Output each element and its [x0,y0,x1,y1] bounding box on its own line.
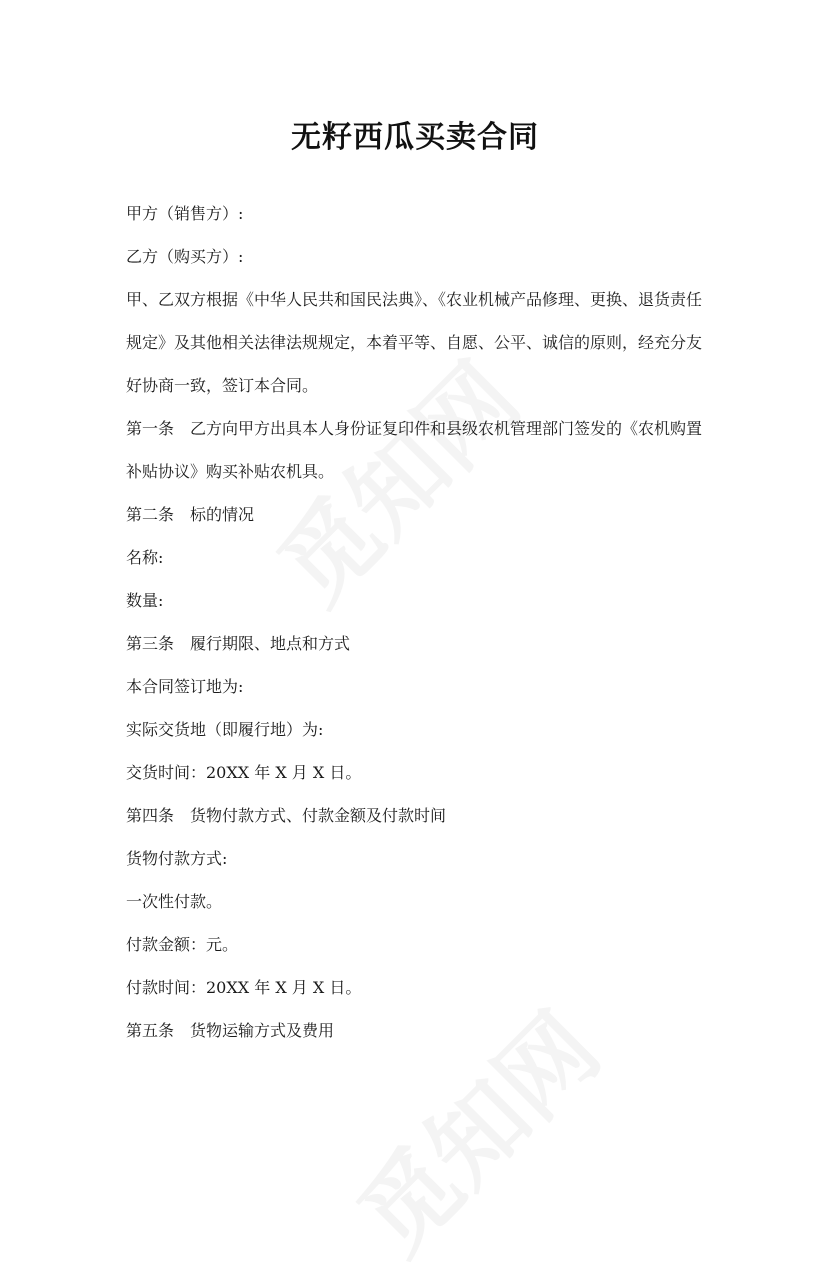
article-5-heading: 第五条 货物运输方式及费用 [126,1021,335,1040]
article-2-heading: 第二条 标的情况 [126,505,255,524]
party-a-line: 甲方（销售方）: [126,204,244,223]
payment-method-value: 一次性付款。 [126,892,223,911]
delivery-place-line: 实际交货地（即履行地）为: [126,720,324,739]
payment-time-line: 付款时间：20XX 年 X 月 X 日。 [126,978,362,997]
preamble-paragraph: 甲、乙双方根据《中华人民共和国民法典》、《农业机械产品修理、更换、退货责任规定》及其他相关法律法规规定，本着平等、自愿、公平、诚信的原则，经充分友好协商一致，签订本合同。 [126,290,703,395]
item-quantity-line: 数量: [126,591,164,610]
document-body [126,192,706,1052]
party-b-line: 乙方（购买方）: [126,247,244,266]
article-3-heading: 第三条 履行期限、地点和方式 [126,634,351,653]
item-name-line: 名称: [126,548,164,567]
article-1: 第一条 乙方向甲方出具本人身份证复印件和县级农机管理部门签发的《农机购置补贴协议》购买补贴农机具。 [126,419,703,481]
payment-method-line: 货物付款方式: [126,849,228,868]
payment-amount-line: 付款金额：元。 [126,935,239,954]
delivery-time-line: 交货时间：20XX 年 X 月 X 日。 [126,763,362,782]
article-4-heading: 第四条 货物付款方式、付款金额及付款时间 [126,806,447,825]
document-title: 无籽西瓜买卖合同 [291,120,539,155]
signing-place-line: 本合同签订地为: [126,677,244,696]
